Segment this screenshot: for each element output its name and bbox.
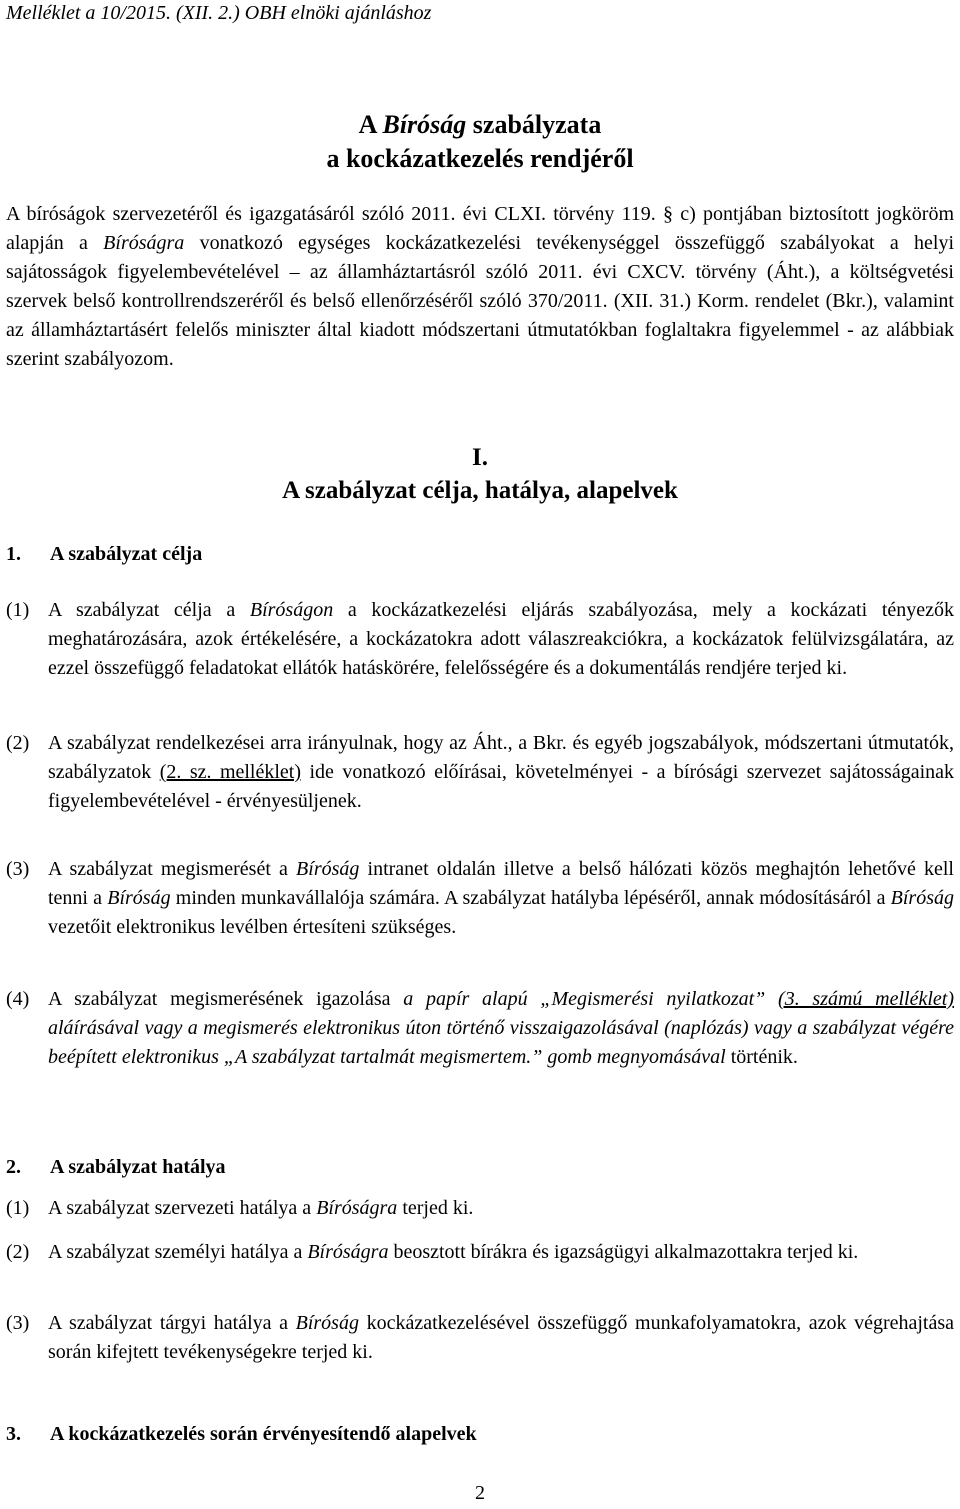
sub1-item-4 [6, 985, 954, 1072]
item-text [48, 855, 954, 942]
text: A szabályzat megismerését a [48, 858, 297, 880]
text: kockázatkezelésével összefüggő munkafolyamatokra, azok végrehajtása során kifejtett tevékenységekre terjed ki. [48, 1312, 955, 1363]
item-number: (2) [6, 732, 30, 754]
italic-text: Bíróságon [249, 599, 334, 621]
document-header: Melléklet a 10/2015. (XII. 2.) OBH elnöki ajánláshoz [6, 2, 432, 24]
subsection-2-number: 2. [6, 1156, 21, 1178]
sub2-item-2 [6, 1238, 954, 1267]
text: A szabályzat személyi hatálya a [48, 1241, 308, 1263]
subsection-3-heading [6, 1420, 477, 1448]
sub1-item-2 [6, 729, 954, 816]
text: beosztott bírákra és igazságügyi alkalmazottakra terjed ki. [388, 1241, 859, 1263]
text: minden munkavállalója számára. A szabályzat hatályba lépéséről, annak módosításáról a [170, 887, 891, 909]
item-text [48, 729, 954, 816]
item-number: (3) [6, 1312, 30, 1334]
sub1-item-1 [6, 596, 954, 683]
intro-italic-1: Bíróságra [103, 232, 185, 254]
subsection-3-number: 3. [6, 1423, 21, 1445]
italic-text: a papír alapú „Megismerési nyilatkozat” [403, 988, 779, 1010]
intro-paragraph [6, 200, 954, 374]
subsection-1-heading [6, 540, 202, 568]
text: A szabályzat megismerésének igazolása [48, 988, 404, 1010]
italic-text: Bíróság [890, 887, 954, 909]
text: A szabályzat rendelkezései arra irányulnak, hogy az Áht., a Bkr. és egyéb jogszabályok, módszertani útmutatók, szabályzatok [48, 732, 954, 783]
item-text [48, 1309, 954, 1367]
text: intranet oldalán illetve a belső hálózati közös meghajtón lehetővé kell tenni a [48, 858, 954, 909]
text: a kockázatkezelési eljárás szabályozása, mely a kockázati tényezők meghatározására, azok értékelésére, a kockázatokra adott válaszreakciókra, a kockázatok felülvizsgálatára, az ezzel összefüggő feladatokat ellátók hatáskörére, felelősségére és a dokumentálás rendjére terjed ki. [48, 599, 955, 679]
italic-text: Bíróságra [307, 1241, 389, 1263]
subsection-2-title: A szabályzat hatálya [50, 1156, 226, 1178]
item-text [48, 985, 954, 1072]
italic-text: aláírásával vagy a megismerés elektronikus úton történő visszaigazolásával (naplózás) vagy a szabályzat végére beépített elektronikus „A szabályzat tartalmát megismertem.” gomb megnyomásával [48, 1017, 954, 1068]
italic-text: Bíróság [296, 858, 360, 880]
intro-text-2: vonatkozó egységes kockázatkezelési tevékenységgel összefüggő szabályokat a helyi sajátosságok figyelembevételével – az államháztartásról szóló 2011. évi CXCV. törvény (Áht.), a költségvetési szervek belső kontrollrendszeréről és belső ellenőrzéséről szóló 370/2011. (XII. 31.) Korm. rendelet (Bkr.), valamint az államháztartásért felelős miniszter által kiadott módszertani útmutatókban foglaltakra figyelemmel - az alábbiak szerint szabályozom. [6, 232, 954, 370]
italic-text: Bíróság [295, 1312, 359, 1334]
item-number: (3) [6, 858, 30, 880]
subsection-1-title: A szabályzat célja [50, 543, 203, 565]
text: történik. [725, 1046, 798, 1068]
item-text [48, 1238, 954, 1267]
text: terjed ki. [397, 1197, 474, 1219]
item-text [48, 1194, 954, 1223]
sub1-item-3 [6, 855, 954, 942]
underlined-reference: (2. sz. melléklet) [159, 761, 302, 783]
text: A szabályzat tárgyi hatálya a [48, 1312, 296, 1334]
title-italic: Bíróság [382, 110, 467, 139]
italic-text: Bíróság [107, 887, 171, 909]
item-number: (1) [6, 1197, 30, 1219]
item-number: (1) [6, 599, 30, 621]
sub2-item-1 [6, 1194, 954, 1223]
text: A szabályzat szervezeti hatálya a [48, 1197, 317, 1219]
title-post: szabályzata [466, 110, 602, 139]
text: ide vonatkozó előírásai, követelményei - a bírósági szervezet sajátosságainak figyelembevételével - érvényesüljenek. [48, 761, 955, 812]
item-number: (4) [6, 988, 30, 1010]
text: A szabályzat célja a [48, 599, 250, 621]
item-number: (2) [6, 1241, 30, 1263]
page-number: 2 [475, 1482, 485, 1504]
subsection-2-heading [6, 1153, 226, 1181]
document-title-line-2: a kockázatkezelés rendjéről [326, 144, 634, 173]
subsection-3-title: A kockázatkezelés során érvényesítendő alapelvek [50, 1423, 477, 1445]
item-text [48, 596, 954, 683]
section-roman-numeral: I. [472, 444, 488, 471]
italic-text: Bíróságra [316, 1197, 398, 1219]
document-title-line-1 [0, 108, 960, 142]
title-pre: A [358, 110, 383, 139]
text: vezetőit elektronikus levélben értesíteni szükséges. [48, 916, 457, 938]
sub2-item-3 [6, 1309, 954, 1367]
underlined-reference: (3. számú melléklet) [778, 988, 955, 1010]
intro-text-1: A bíróságok szervezetéről és igazgatásáról szóló 2011. évi CLXI. törvény 119. § c) pontjában biztosított jogköröm alapján a [6, 203, 954, 254]
subsection-1-number: 1. [6, 543, 21, 565]
section-heading: A szabályzat célja, hatálya, alapelvek [282, 477, 678, 504]
